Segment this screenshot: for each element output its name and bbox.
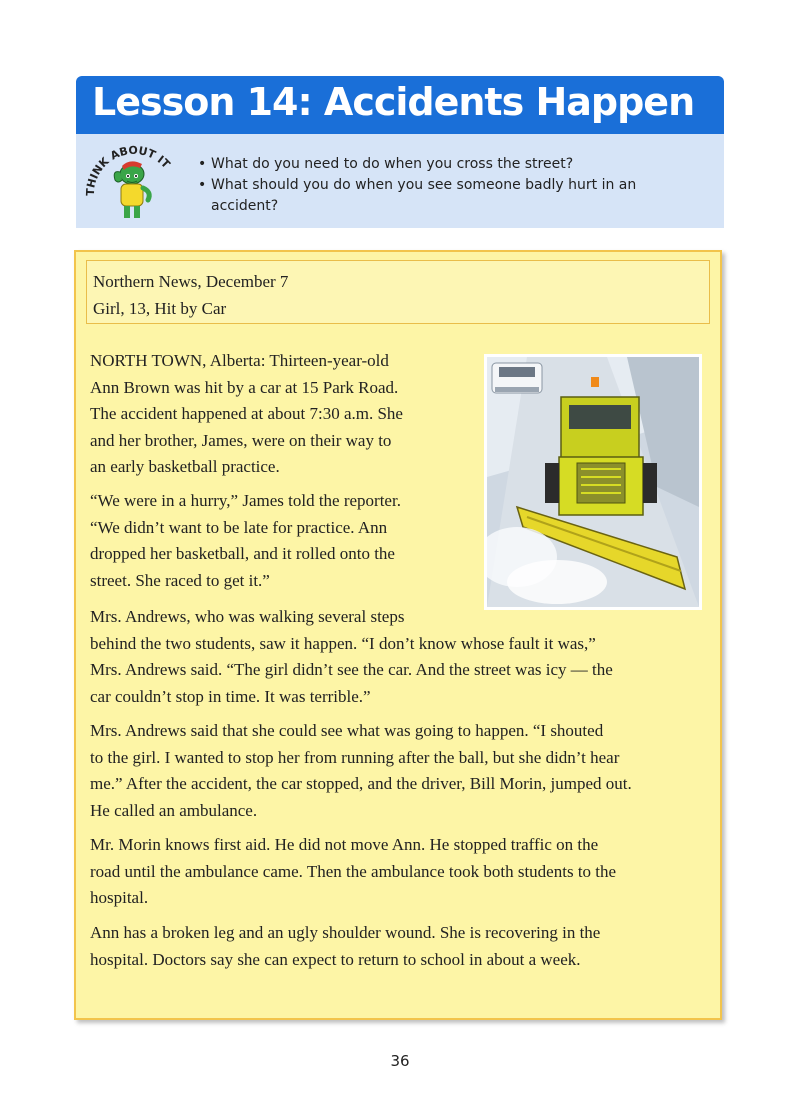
paragraph-line: road until the ambulance came. Then the ambulance took both students to the <box>90 861 617 881</box>
paragraph-line: and her brother, James, were on their way to <box>90 430 392 450</box>
article-header-box <box>86 260 710 324</box>
think-about-it-questions <box>198 154 708 217</box>
paragraph-line: “We were in a hurry,” James told the reporter. <box>90 491 401 510</box>
paragraph-line: hospital. <box>90 888 149 907</box>
article-paragraph-1 <box>90 348 403 481</box>
paragraph-line: Mrs. Andrews said. “The girl didn’t see the car. And the street was icy — the <box>90 660 613 679</box>
paragraph-line: Mrs. Andrews said that she could see what was going to happen. “I shouted <box>90 721 604 740</box>
article-headline: Girl, 13, Hit by Car <box>93 299 227 318</box>
think-question-line: accident? <box>211 198 279 214</box>
article-paragraph-2 <box>90 488 401 594</box>
article-paragraph-5 <box>90 832 616 912</box>
think-question: • What do you need to do when you cross the street? <box>198 154 708 175</box>
article-paragraph-6 <box>90 920 600 973</box>
paragraph-line: “We didn’t want to be late for practice. Ann <box>90 517 388 537</box>
paragraph-line: Mr. Morin knows first aid. He did not move Ann. He stopped traffic on the <box>90 835 599 854</box>
snowplow-image <box>487 357 699 607</box>
paragraph-line: Mrs. Andrews, who was walking several steps <box>90 607 405 626</box>
news-article-panel <box>74 250 722 1020</box>
page-number: 36 <box>390 1052 410 1070</box>
article-paragraph-4 <box>90 718 632 824</box>
article-paragraph-3 <box>90 604 613 710</box>
paragraph-line: to the girl. I wanted to stop her from running after the ball, but she didn’t hear <box>90 747 620 767</box>
lesson-title: Lesson 14: Accidents Happen <box>92 80 695 124</box>
paragraph-line: me.” After the accident, the car stopped, and the driver, Bill Morin, jumped out. <box>90 774 632 793</box>
think-about-it-label: THINK ABOUT IT <box>83 143 173 197</box>
paragraph-line: dropped her basketball, and it rolled onto the <box>90 544 395 563</box>
lesson-title-bar <box>76 76 724 134</box>
paragraph-line: Ann Brown was hit by a car at 15 Park Road. <box>90 377 399 397</box>
paragraph-line: car couldn’t stop in time. It was terrible.” <box>90 686 371 706</box>
paragraph-line: The accident happened at about 7:30 a.m. She <box>90 404 403 423</box>
paragraph-line: He called an ambulance. <box>90 800 258 820</box>
paragraph-line: street. She raced to get it.” <box>90 570 270 590</box>
article-dateline: Northern News, December 7 <box>93 272 289 291</box>
paragraph-line: Ann has a broken leg and an ugly shoulder wound. She is recovering in the <box>90 923 601 942</box>
think-about-it-mascot-icon <box>82 140 182 224</box>
think-about-it-box <box>76 134 724 228</box>
paragraph-line: an early basketball practice. <box>90 457 280 476</box>
paragraph-line: NORTH TOWN, Alberta: Thirteen-year-old <box>90 351 389 370</box>
snowplow-photo <box>484 354 702 610</box>
paragraph-line: behind the two students, saw it happen. “I don’t know whose fault it was,” <box>90 633 596 653</box>
paragraph-line: hospital. Doctors say she can expect to return to school in about a week. <box>90 949 581 969</box>
think-question-line: What should you do when you see someone badly hurt in an <box>211 177 637 193</box>
think-question <box>198 175 708 217</box>
